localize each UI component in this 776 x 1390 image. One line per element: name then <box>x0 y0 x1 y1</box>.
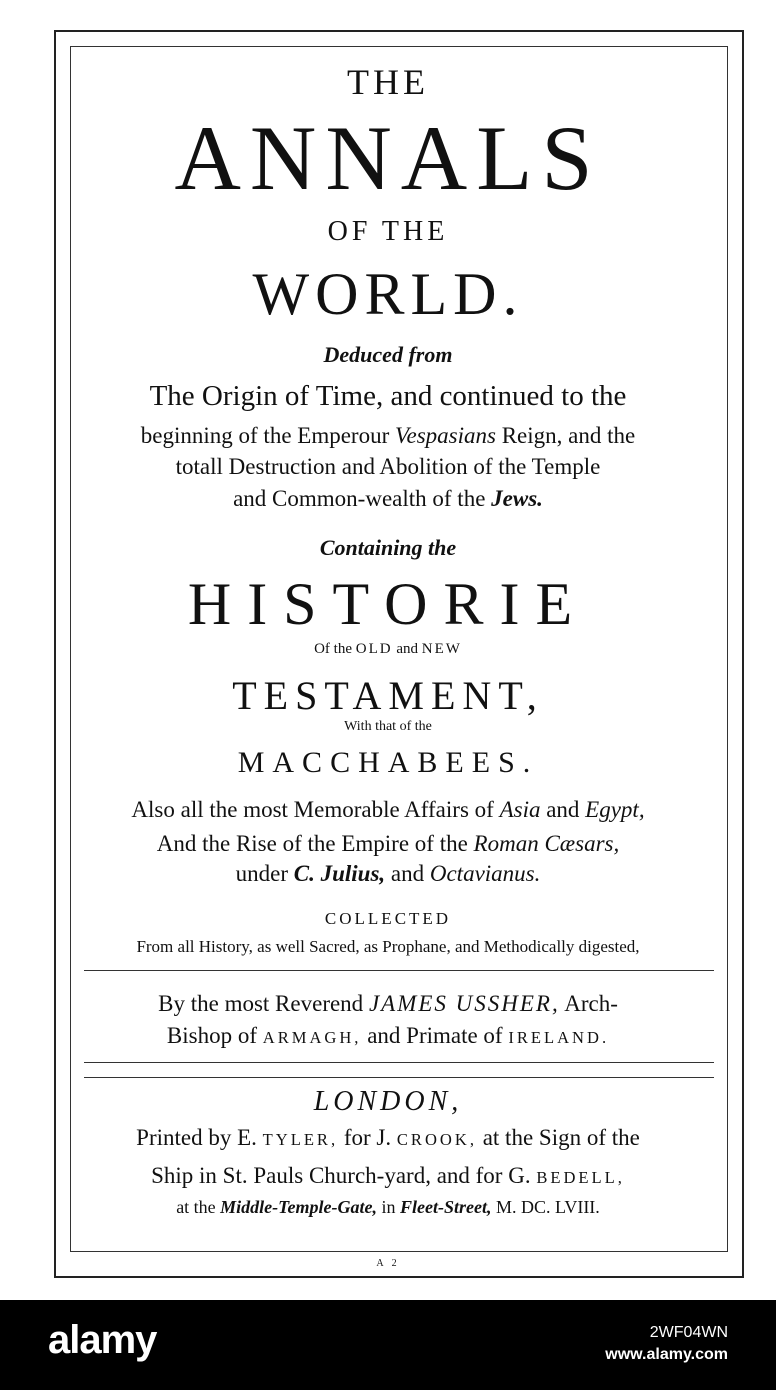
line-rise <box>0 832 776 855</box>
at-the-gate: Middle-Temple-Gate, <box>220 1197 377 1217</box>
signature-mark: A 2 <box>376 1258 400 1269</box>
printed-text-a: Printed by E. <box>136 1125 263 1150</box>
title-of-the: OF THE <box>327 216 449 247</box>
common-jews: Jews. <box>491 486 543 511</box>
rise-roman: Roman Cæsars, <box>473 831 620 856</box>
also-text-b: and <box>540 797 586 822</box>
line-under <box>0 862 776 885</box>
at-the-fleet: Fleet-Street, <box>399 1197 492 1217</box>
new-label: NEW <box>421 641 462 657</box>
divider-rule-2 <box>84 1062 714 1063</box>
testament: TESTAMENT, <box>232 673 544 718</box>
divider-rule-3 <box>84 1077 714 1078</box>
also-asia: Asia <box>499 797 541 822</box>
ship-bedell: BEDELL, <box>536 1168 625 1187</box>
deduced-from: Deduced from <box>323 342 453 367</box>
beginning-text-b: Reign, and the <box>495 423 636 448</box>
title-world: WORLD. <box>252 261 524 327</box>
line-at-the <box>0 1198 776 1216</box>
under-text-a: under <box>235 861 294 886</box>
old-label: OLD <box>355 641 393 657</box>
common-text-a: and Common-wealth of the <box>233 486 492 511</box>
beginning-vespasians: Vespasians <box>395 423 496 448</box>
line-origin: The Origin of Time, and continued to the <box>149 380 627 412</box>
from-all-history: From all History, as well Sacred, as Prophane, and Methodically digested, <box>136 937 640 956</box>
of-the-old-and-new <box>0 642 776 657</box>
line-by <box>0 992 776 1015</box>
line-beginning <box>0 424 776 447</box>
macchabees: MACCHABEES. <box>237 746 539 779</box>
by-text-b: Arch- <box>559 991 618 1016</box>
containing-the: Containing the <box>319 535 457 560</box>
london: LONDON, <box>313 1086 463 1117</box>
at-the-year: M. DC. LVIII. <box>491 1197 600 1217</box>
alamy-logo: alamy <box>48 1318 157 1362</box>
also-egypt: Egypt, <box>585 797 645 822</box>
historie: HISTORIE <box>187 571 589 637</box>
ship-text-a: Ship in St. Pauls Church-yard, and for G. <box>151 1163 537 1188</box>
at-the-text-a: at the <box>176 1197 221 1217</box>
line-ship <box>0 1164 776 1187</box>
line-totall: totall Destruction and Abolition of the Temple <box>175 454 601 479</box>
by-text-a: By the most Reverend <box>158 991 369 1016</box>
by-james-ussher: JAMES USSHER, <box>368 991 560 1016</box>
collected: COLLECTED <box>324 909 452 928</box>
line-printed <box>0 1126 776 1149</box>
line-also <box>0 798 776 821</box>
bishop-armagh: ARMAGH, <box>262 1028 362 1047</box>
old-new-text-a: Of the <box>314 641 356 657</box>
beginning-text-a: beginning of the Emperour <box>140 423 395 448</box>
watermark-footer <box>0 1300 776 1390</box>
stock-info <box>605 1322 728 1366</box>
under-julius: C. Julius, <box>293 861 386 886</box>
rise-text-a: And the Rise of the Empire of the <box>156 831 474 856</box>
line-bishop <box>0 1024 776 1047</box>
printed-crook: CROOK, <box>396 1130 477 1149</box>
stock-id: 2WF04WN <box>649 1324 728 1341</box>
under-octavianus: Octavianus. <box>429 861 541 886</box>
title-annals: ANNALS <box>174 107 602 209</box>
divider-rule-1 <box>84 970 714 971</box>
bishop-ireland: IRELAND. <box>508 1028 610 1047</box>
bishop-text-a: Bishop of <box>166 1023 263 1048</box>
bishop-text-b: and Primate of <box>361 1023 509 1048</box>
printed-text-b: for J. <box>338 1125 397 1150</box>
printed-tyler: TYLER, <box>262 1130 339 1149</box>
printed-text-c: at the Sign of the <box>476 1125 640 1150</box>
line-common <box>0 487 776 510</box>
stock-url: www.alamy.com <box>605 1346 728 1363</box>
under-text-b: and <box>385 861 430 886</box>
also-text-a: Also all the most Memorable Affairs of <box>131 797 500 822</box>
old-new-and: and <box>392 641 422 657</box>
with-that: With that of the <box>344 719 432 734</box>
title-the: THE <box>347 62 429 102</box>
at-the-text-b: in <box>376 1197 400 1217</box>
